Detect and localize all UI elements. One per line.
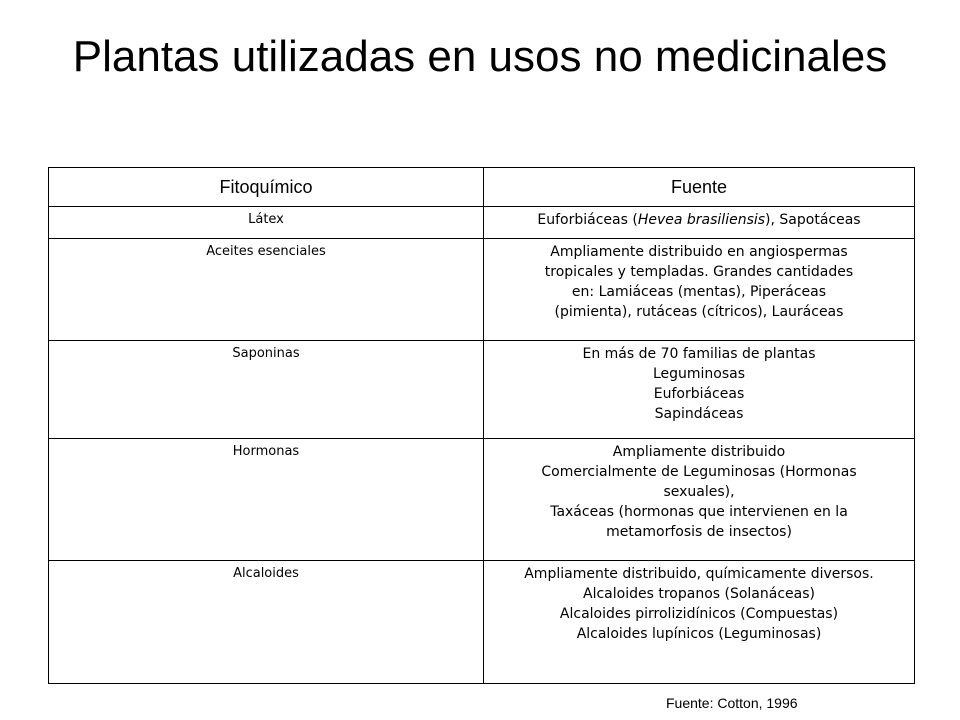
phytochemical-name: Látex <box>49 207 484 239</box>
source-prefix: Euforbiáceas ( <box>537 212 638 228</box>
source-line: (pimienta), rutáceas (cítricos), Lauráceas <box>554 304 844 320</box>
source-line: Ampliamente distribuido <box>612 444 786 460</box>
table-row <box>49 239 915 341</box>
source-line: Alcaloides pirrolizidínicos (Compuestas) <box>559 606 839 622</box>
source-citation: Fuente: Cotton, 1996 <box>666 695 798 711</box>
source-line: Sapindáceas <box>654 406 744 422</box>
source-line: Alcaloides tropanos (Solanáceas) <box>583 586 815 602</box>
species-name: Hevea brasiliensis <box>637 212 766 228</box>
table-row <box>49 561 915 684</box>
table-row <box>49 341 915 439</box>
header-phytochemical: Fitoquímico <box>49 168 484 207</box>
source-line: Euforbiáceas <box>653 386 745 402</box>
source-suffix: ), Sapotáceas <box>765 212 861 228</box>
source-cell <box>484 439 915 561</box>
source-line: Ampliamente distribuido, químicamente diversos. <box>524 566 874 582</box>
phytochemical-name: Saponinas <box>49 341 484 439</box>
source-line: Comercialmente de Leguminosas (Hormonas <box>541 464 857 480</box>
source-cell <box>484 239 915 341</box>
source-line: Ampliamente distribuido en angiospermas <box>550 244 848 260</box>
phytochemical-name: Hormonas <box>49 439 484 561</box>
phytochemical-name: Alcaloides <box>49 561 484 684</box>
phytochemicals-table <box>48 167 915 684</box>
slide-title-line-2: medicinales <box>654 32 888 81</box>
table-header-row <box>49 168 915 207</box>
phytochemical-name: Aceites esenciales <box>49 239 484 341</box>
table-row <box>49 439 915 561</box>
source-line: Leguminosas <box>652 366 746 382</box>
slide-title <box>0 30 960 84</box>
source-line: tropicales y templadas. Grandes cantidades <box>544 264 854 280</box>
source-line: metamorfosis de insectos) <box>606 524 792 540</box>
source-line: en: Lamiáceas (mentas), Piperáceas <box>571 284 827 300</box>
source-cell <box>484 341 915 439</box>
source-line: Taxáceas (hormonas que intervienen en la <box>550 504 848 520</box>
slide-title-line-1: Plantas utilizadas en usos no <box>72 32 643 81</box>
source-line: Alcaloides lupínicos (Leguminosas) <box>576 626 822 642</box>
table-row <box>49 207 915 239</box>
source-line: En más de 70 familias de plantas <box>582 346 816 362</box>
source-cell <box>484 561 915 684</box>
source-cell <box>484 207 915 239</box>
source-line: sexuales), <box>663 484 735 500</box>
header-source: Fuente <box>484 168 915 207</box>
